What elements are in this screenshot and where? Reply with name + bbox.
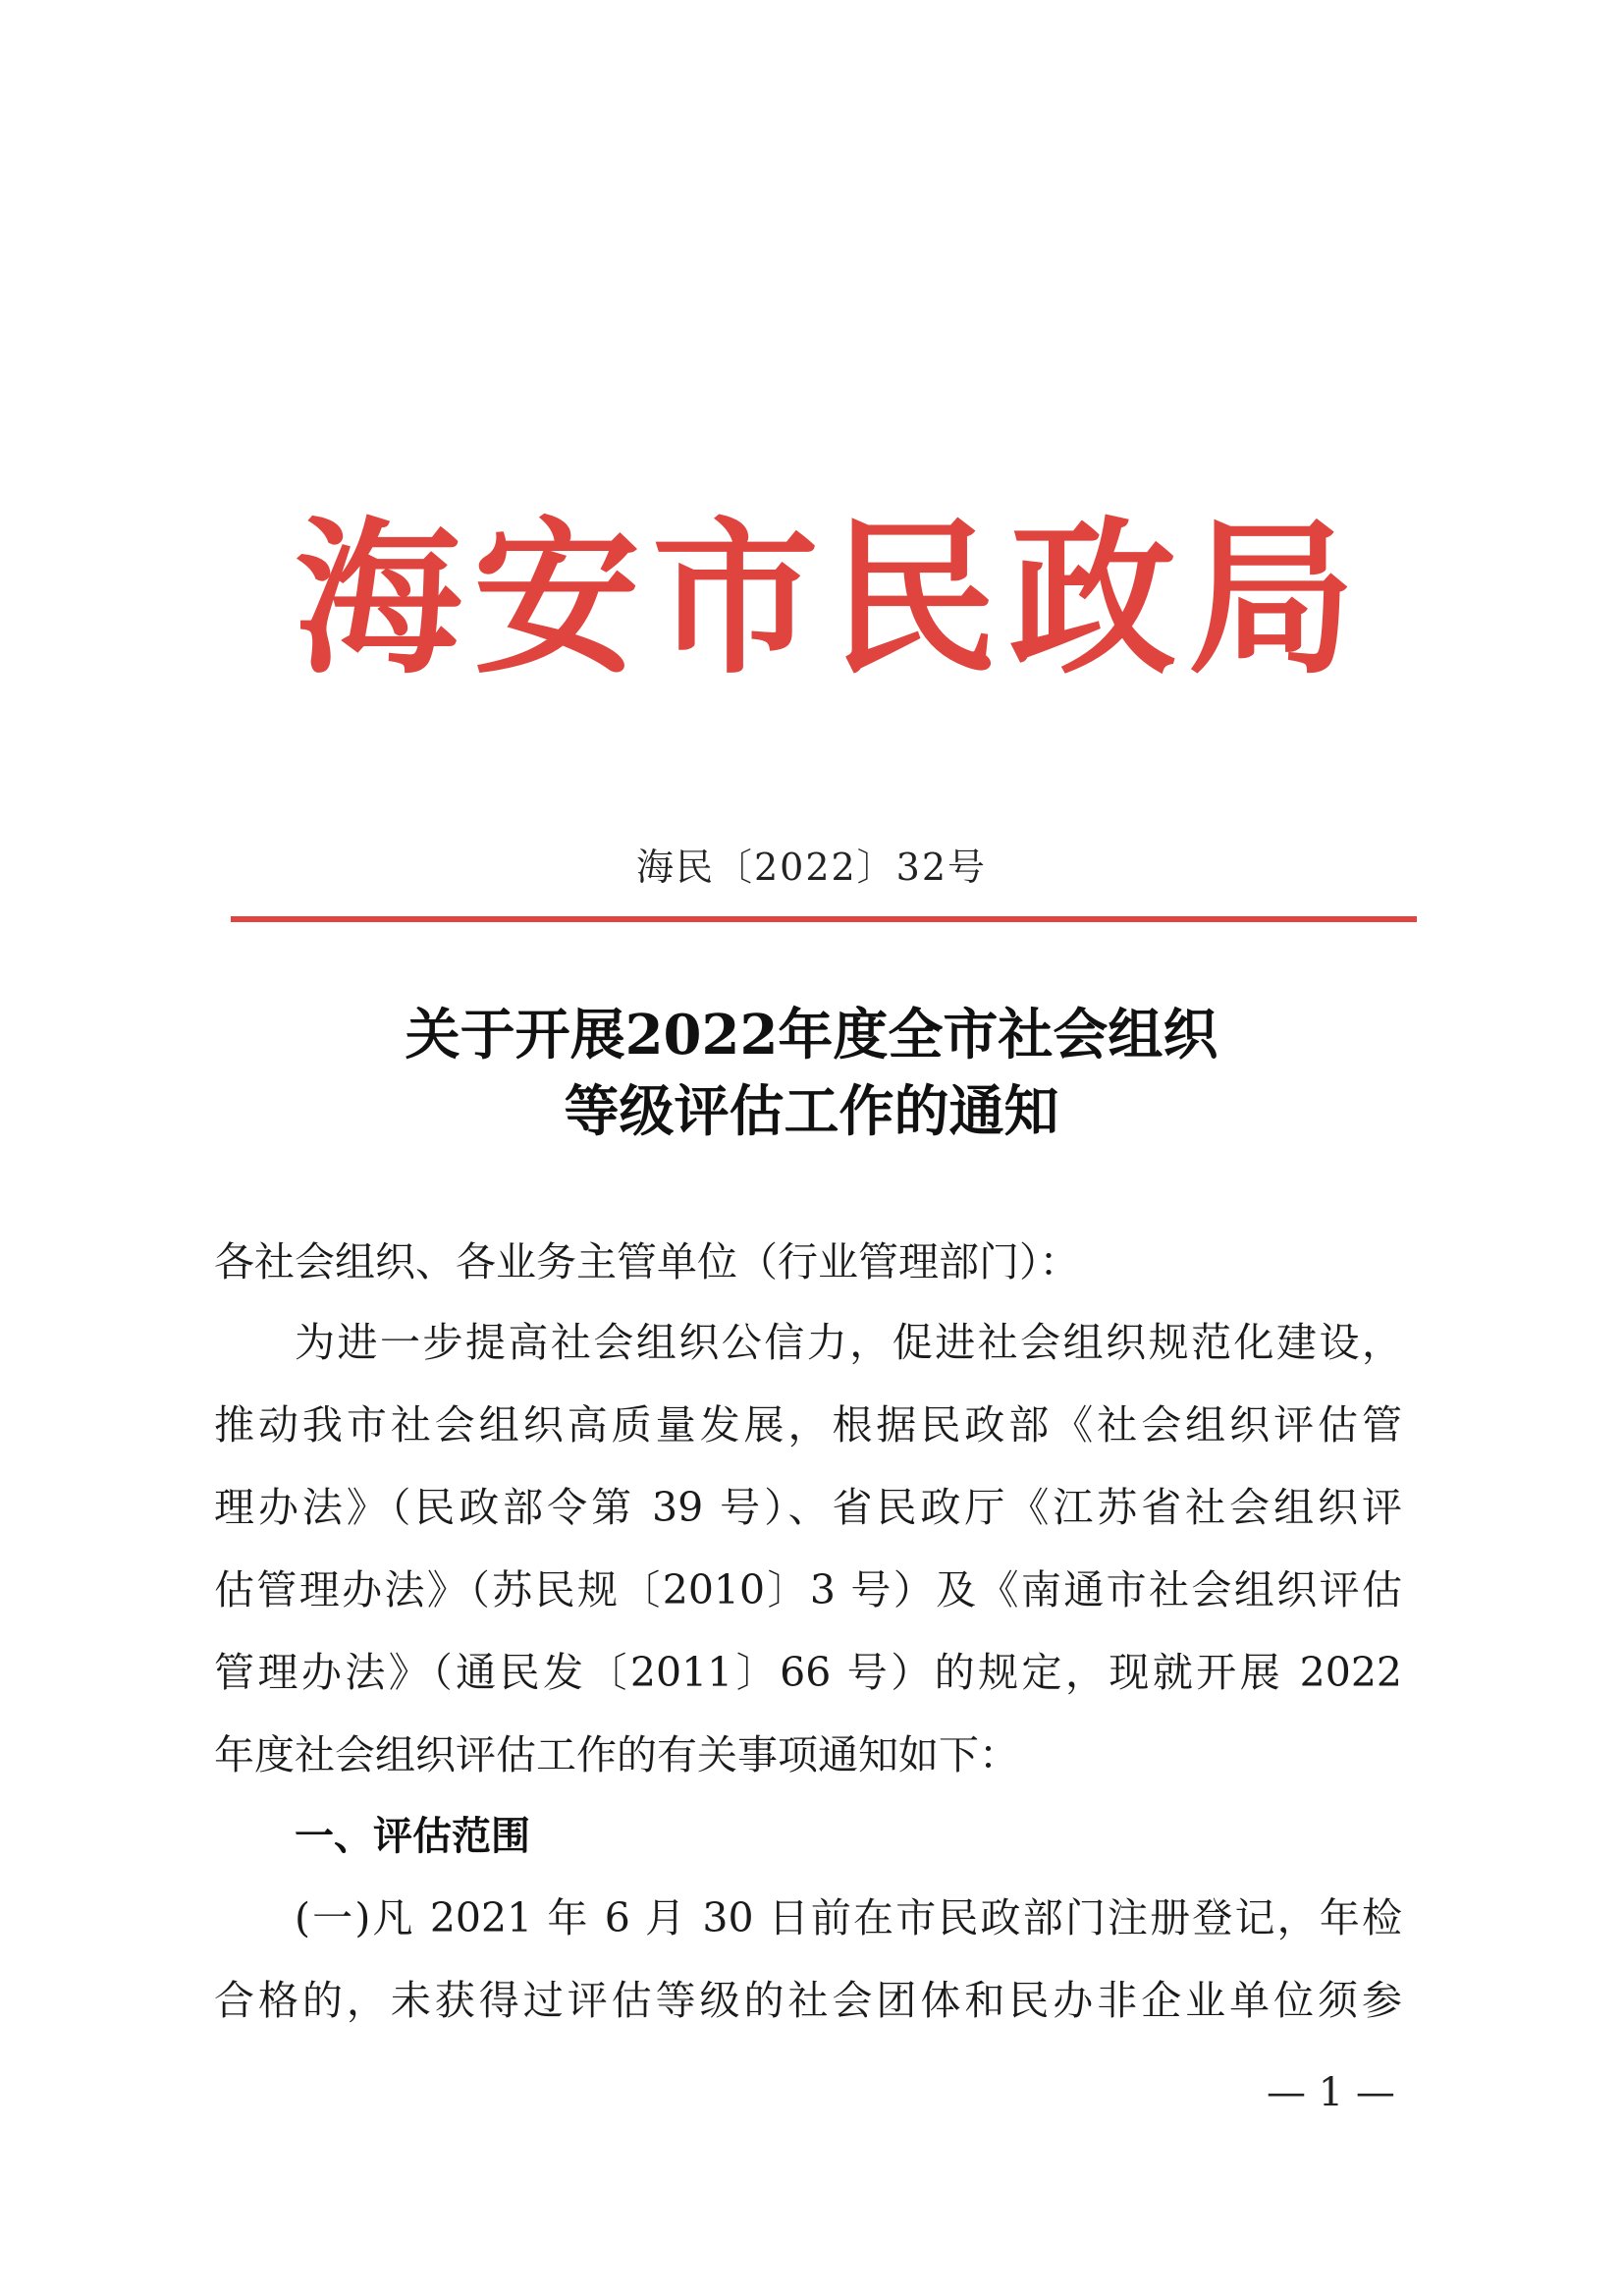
issuing-authority-header: [295, 501, 1355, 697]
header-char: 政: [1008, 501, 1176, 697]
paragraph-line: 推动我市社会组织高质量发展，根据民政部《社会组织评估管: [214, 1401, 1402, 1449]
page-number: — 1 —: [1267, 2070, 1395, 2115]
document-title-line-1: 关于开展2022年度全市社会组织: [405, 1003, 1218, 1067]
red-divider-line: [231, 916, 1417, 922]
header-char: 安: [472, 501, 640, 697]
section-heading: 一、评估范围: [295, 1814, 530, 1859]
document-number: 海民〔2022〕32号: [635, 846, 988, 889]
paragraph-line: 管理办法》（通民发〔2011〕66 号）的规定，现就开展 2022: [214, 1649, 1402, 1696]
salutation: 各社会组织、各业务主管单位（行业管理部门）：: [214, 1238, 1080, 1285]
paragraph-line: 合格的，未获得过评估等级的社会团体和民办非企业单位须参: [214, 1977, 1402, 2024]
paragraph-line: 为进一步提高社会组织公信力，促进社会组织规范化建设，: [295, 1319, 1402, 1366]
document-title-line-2: 等级评估工作的通知: [564, 1079, 1059, 1144]
paragraph-line: 理办法》（民政部令第 39 号）、省民政厅《江苏省社会组织评: [214, 1484, 1402, 1531]
header-char: 海: [295, 501, 462, 697]
header-char: 市: [651, 501, 819, 697]
paragraph-line: 估管理办法》（苏民规〔2010〕3 号）及《南通市社会组织评估: [214, 1566, 1402, 1613]
header-char: 局: [1187, 501, 1355, 697]
paragraph-line: (一)凡 2021 年 6 月 30 日前在市民政部门注册登记，年检: [295, 1894, 1402, 1941]
header-char: 民: [830, 501, 998, 697]
paragraph-line: 年度社会组织评估工作的有关事项通知如下：: [214, 1731, 1019, 1778]
